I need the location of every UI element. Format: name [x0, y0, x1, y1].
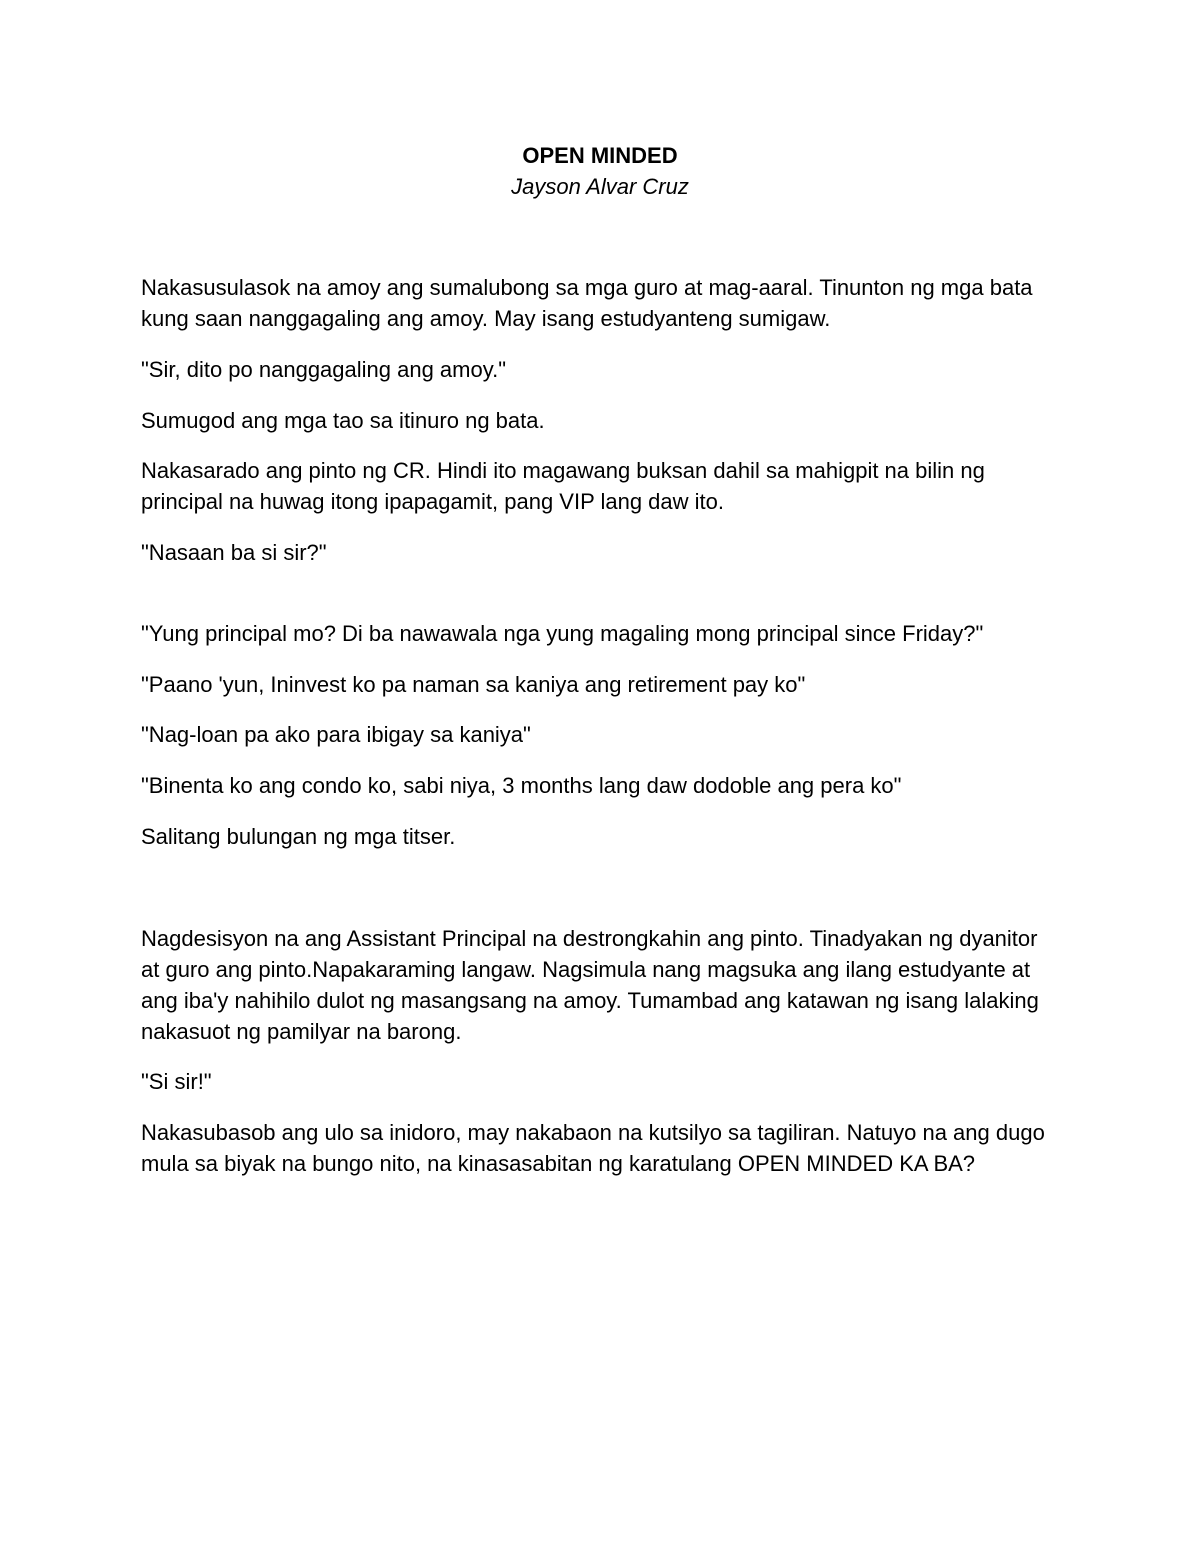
paragraph-10: Salitang bulungan ng mga titser. [141, 824, 456, 849]
paragraph-8: "Nag-loan pa ako para ibigay sa kaniya" [141, 722, 531, 747]
paragraph-3: Sumugod ang mga tao sa itinuro ng bata. [141, 408, 545, 433]
paragraph-11: Nagdesisyon na ang Assistant Principal na destrongkahin ang pinto. Tinadyakan ng dyanitor at guro ang pinto.Napakaraming langaw. Nagsimula nang magsuka ang ilang estudyante at ang iba'y nahihilo dulot ng masangsang na amoy. Tumambad ang katawan ng isang lalaking nakasuot ng pamilyar na barong. [141, 926, 1039, 1044]
paragraph-12: "Si sir!" [141, 1069, 212, 1094]
paragraph-2: "Sir, dito po nanggagaling ang amoy." [141, 357, 507, 382]
paragraph-6: "Yung principal mo? Di ba nawawala nga yung magaling mong principal since Friday?" [141, 621, 984, 646]
document-title: OPEN MINDED [522, 143, 678, 168]
document-author: Jayson Alvar Cruz [511, 174, 689, 199]
paragraph-7: "Paano 'yun, Ininvest ko pa naman sa kaniya ang retirement pay ko" [141, 672, 806, 697]
paragraph-5: "Nasaan ba si sir?" [141, 540, 327, 565]
paragraph-9: "Binenta ko ang condo ko, sabi niya, 3 months lang daw dodoble ang pera ko" [141, 773, 902, 798]
paragraph-13: Nakasubasob ang ulo sa inidoro, may nakabaon na kutsilyo sa tagiliran. Natuyo na ang dugo mula sa biyak na bungo nito, na kinasasabitan ng karatulang OPEN MINDED KA BA? [141, 1120, 1045, 1176]
paragraph-4: Nakasarado ang pinto ng CR. Hindi ito magawang buksan dahil sa mahigpit na bilin ng principal na huwag itong ipapagamit, pang VIP lang daw ito. [141, 458, 985, 514]
paragraph-1: Nakasusulasok na amoy ang sumalubong sa mga guro at mag-aaral. Tinunton ng mga bata kung saan nanggagaling ang amoy. May isang estudyanteng sumigaw. [141, 275, 1033, 331]
